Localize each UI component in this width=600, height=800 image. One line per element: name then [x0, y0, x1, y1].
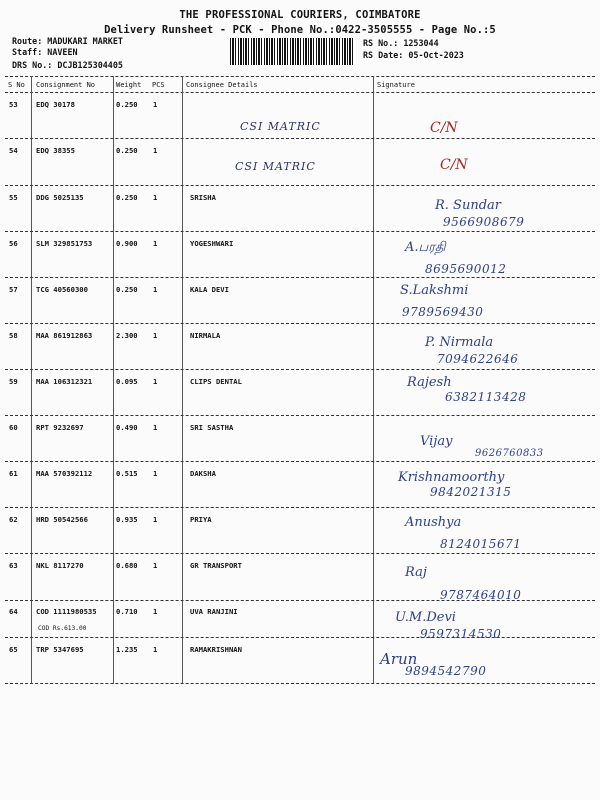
row-consignment: EDQ 38355 [36, 146, 75, 155]
col-divider [113, 76, 114, 684]
row-consignee: DAKSHA [190, 469, 216, 478]
row-consignee: NIRMALA [190, 331, 221, 340]
row-weight: 0.935 [116, 515, 138, 524]
row-weight: 0.250 [116, 146, 138, 155]
row-pcs: 1 [153, 331, 158, 340]
row-sno: 55 [9, 193, 18, 202]
row-separator [5, 231, 595, 232]
row-separator [5, 461, 595, 462]
col-divider [31, 76, 32, 684]
drs-number: DRS No.: DCJB125304405 [12, 60, 123, 70]
handwritten-phone: 9787464010 [440, 588, 522, 602]
row-consignment: DDG 5025135 [36, 193, 84, 202]
col-divider [373, 76, 374, 684]
row-separator [5, 185, 595, 186]
row-sno: 58 [9, 331, 18, 340]
col-header-sno: S No [8, 81, 25, 89]
handwritten-phone: 9789569430 [402, 305, 484, 319]
handwritten-phone: 7094622646 [437, 352, 519, 366]
col-header-pcs: PCS [152, 81, 165, 89]
row-pcs: 1 [153, 377, 158, 386]
row-consignment: TCG 40560300 [36, 285, 88, 294]
row-separator [5, 637, 595, 638]
header-bottom-rule [5, 92, 595, 93]
row-consignment: MAA 106312321 [36, 377, 93, 386]
row-sno: 65 [9, 645, 18, 654]
row-separator [5, 277, 595, 278]
row-consignment: EDQ 30178 [36, 100, 75, 109]
row-weight: 0.710 [116, 607, 138, 616]
handwritten-phone: 9566908679 [443, 215, 525, 229]
handwritten-phone: 9842021315 [430, 485, 512, 499]
handwritten-signature: Raj [405, 565, 427, 580]
row-consignee: UVA RANJINI [190, 607, 238, 616]
row-sno: 63 [9, 561, 18, 570]
handwritten-phone: 9626760833 [475, 448, 544, 459]
runsheet-subtitle: Delivery Runsheet - PCK - Phone No.:0422-3505555 - Page No.:5 [104, 24, 496, 36]
row-pcs: 1 [153, 239, 158, 248]
handwritten-phone: 8124015671 [440, 537, 522, 551]
handwritten-signature: S.Lakshmi [400, 283, 469, 298]
handwritten-phone: 9894542790 [405, 664, 487, 678]
row-pcs: 1 [153, 193, 158, 202]
row-weight: 0.680 [116, 561, 138, 570]
rs-number: RS No.: 1253044 [363, 38, 439, 48]
handwritten-signature: Arun [380, 650, 418, 668]
row-weight: 0.250 [116, 285, 138, 294]
row-consignee: CLIPS DENTAL [190, 377, 242, 386]
row-separator [5, 323, 595, 324]
handwritten-signature: C/N [430, 120, 458, 136]
row-pcs: 1 [153, 100, 158, 109]
row-consignee: SRI SASTHA [190, 423, 234, 432]
row-weight: 0.515 [116, 469, 138, 478]
row-weight: 2.300 [116, 331, 138, 340]
col-header-weight: Weight [116, 81, 142, 89]
row-separator [5, 369, 595, 370]
handwritten-note: CSI MATRIC [235, 160, 316, 173]
row-consignment: NKL 8117270 [36, 561, 84, 570]
row-weight: 1.235 [116, 645, 138, 654]
row-pcs: 1 [153, 645, 158, 654]
table-bottom-rule [5, 683, 595, 684]
handwritten-signature: P. Nirmala [425, 335, 494, 350]
row-consignment: MAA 861912863 [36, 331, 93, 340]
row-consignee: SRISHA [190, 193, 216, 202]
col-header-signature: Signature [377, 81, 415, 89]
row-weight: 0.490 [116, 423, 138, 432]
handwritten-phone: 6382113428 [445, 390, 527, 404]
handwritten-signature: Krishnamoorthy [398, 470, 505, 485]
row-consignment: TRP 5347695 [36, 645, 84, 654]
handwritten-signature: U.M.Devi [395, 610, 456, 625]
row-consignee: GR TRANSPORT [190, 561, 242, 570]
row-weight: 0.095 [116, 377, 138, 386]
row-sno: 56 [9, 239, 18, 248]
table-top-rule [5, 76, 595, 77]
row-separator [5, 553, 595, 554]
row-sno: 61 [9, 469, 18, 478]
row-sno: 54 [9, 146, 18, 155]
col-header-consignee: Consignee Details [186, 81, 258, 89]
row-consignee: PRIYA [190, 515, 212, 524]
row-pcs: 1 [153, 146, 158, 155]
row-separator [5, 507, 595, 508]
handwritten-signature: R. Sundar [435, 198, 501, 213]
row-separator [5, 415, 595, 416]
row-sno: 57 [9, 285, 18, 294]
route-label: Route: MADUKARI MARKET [12, 36, 123, 46]
row-sno: 59 [9, 377, 18, 386]
handwritten-note: CSI MATRIC [240, 120, 321, 133]
staff-label: Staff: NAVEEN [12, 47, 78, 57]
row-consignment: RPT 9232697 [36, 423, 84, 432]
cod-amount: COD Rs.613.00 [38, 625, 87, 632]
handwritten-signature: A.பரதி [405, 240, 446, 255]
row-consignee: KALA DEVI [190, 285, 229, 294]
handwritten-signature: Vijay [420, 434, 453, 449]
row-consignment: MAA 570392112 [36, 469, 93, 478]
row-consignment: COD 1111980535 [36, 607, 97, 616]
handwritten-signature: Anushya [405, 515, 462, 530]
row-consignee: YOGESHWARI [190, 239, 234, 248]
row-sno: 62 [9, 515, 18, 524]
row-sno: 53 [9, 100, 18, 109]
row-pcs: 1 [153, 423, 158, 432]
row-consignment: HRD 50542566 [36, 515, 88, 524]
col-header-consignment: Consignment No [36, 81, 96, 89]
row-separator [5, 138, 595, 139]
row-pcs: 1 [153, 561, 158, 570]
row-pcs: 1 [153, 469, 158, 478]
row-consignee: RAMAKRISHNAN [190, 645, 242, 654]
col-divider [182, 76, 183, 684]
row-weight: 0.900 [116, 239, 138, 248]
row-weight: 0.250 [116, 193, 138, 202]
row-consignment: SLM 329851753 [36, 239, 93, 248]
row-pcs: 1 [153, 607, 158, 616]
rs-date: RS Date: 05-Oct-2023 [363, 50, 464, 60]
row-sno: 60 [9, 423, 18, 432]
handwritten-phone: 8695690012 [425, 262, 507, 276]
company-title: THE PROFESSIONAL COURIERS, COIMBATORE [179, 9, 421, 21]
row-weight: 0.250 [116, 100, 138, 109]
barcode-image [230, 38, 355, 65]
row-pcs: 1 [153, 285, 158, 294]
handwritten-signature: Rajesh [407, 375, 452, 390]
row-sno: 64 [9, 607, 18, 616]
handwritten-signature: C/N [440, 157, 468, 173]
handwritten-phone: 9597314530 [420, 627, 502, 641]
row-separator [5, 600, 595, 601]
row-pcs: 1 [153, 515, 158, 524]
